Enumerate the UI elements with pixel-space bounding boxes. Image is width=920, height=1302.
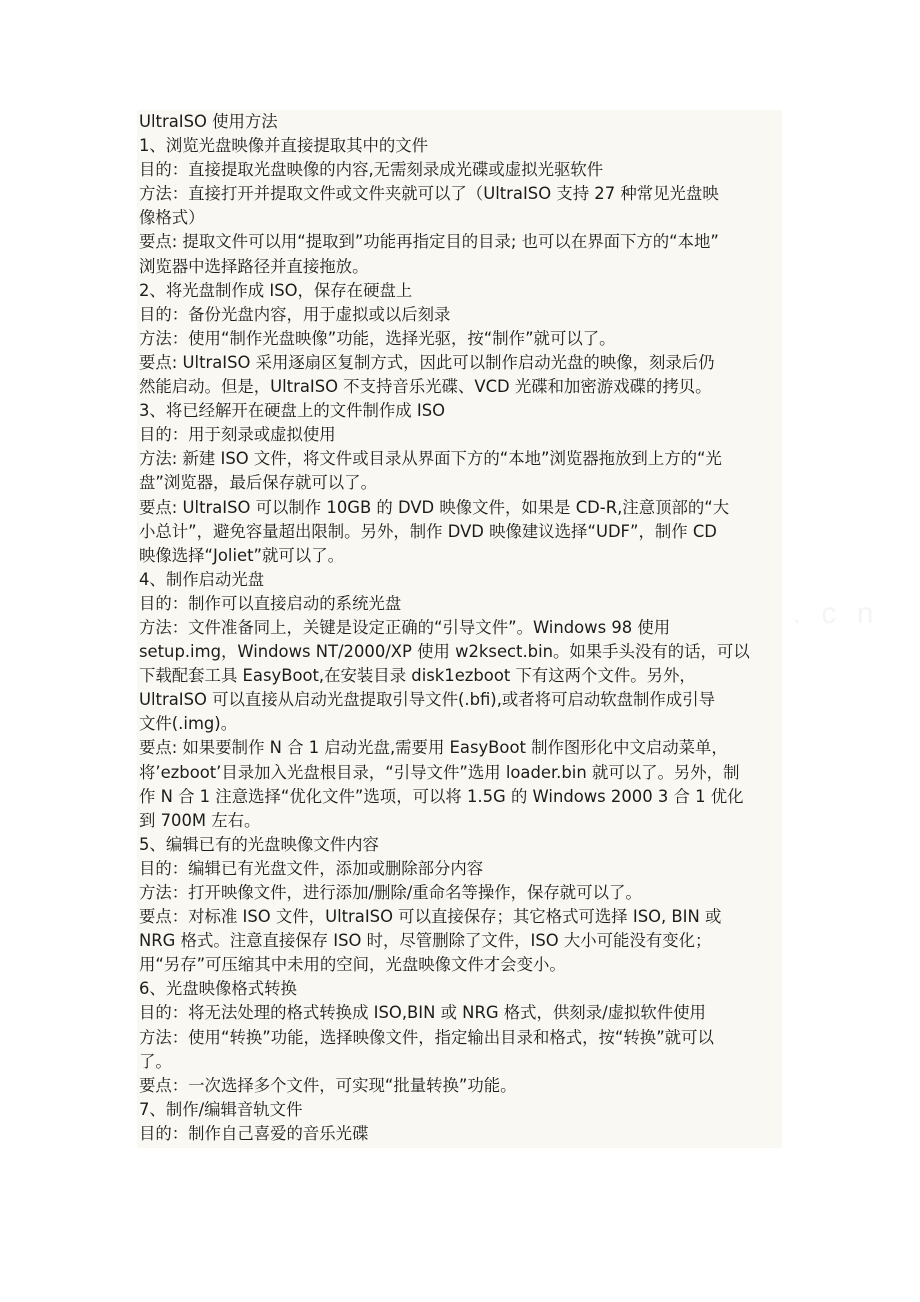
text-line: 方法: 新建 ISO 文件，将文件或目录从界面下方的“本地”浏览器拖放到上方的“光 — [139, 449, 722, 469]
text-line: 方法：文件准备同上，关键是设定正确的“引导文件”。Windows 98 使用 — [139, 617, 671, 637]
text-line: 浏览器中选择路径并直接拖放。 — [139, 256, 369, 276]
text-line: 方法：使用“转换”功能，选择映像文件，指定输出目录和格式，按“转换”就可以 — [139, 1027, 714, 1047]
text-line: NRG 格式。注意直接保存 ISO 时，尽管删除了文件，ISO 大小可能没有变化； — [139, 931, 712, 951]
text-line: 要点: UltraISO 采用逐扇区复制方式，因此可以制作启动光盘的映像，刻录后仍 — [139, 352, 715, 372]
text-line: 4、制作启动光盘 — [139, 569, 265, 589]
text-line: 盘”浏览器，最后保存就可以了。 — [139, 473, 377, 493]
text-line: 下载配套工具 EasyBoot,在安装目录 disk1ezboot 下有这两个文件。另外， — [139, 666, 696, 686]
text-line: 6、光盘映像格式转换 — [139, 979, 297, 999]
document-body — [137, 110, 782, 1148]
text-line: 用“另存”可压缩其中未用的空间，光盘映像文件才会变小。 — [139, 955, 566, 975]
text-line: 作 N 合 1 注意选择“优化文件”选项，可以将 1.5G 的 Windows 2000 3 合 1 优化 — [139, 786, 744, 806]
text-line: 要点: UltraISO 可以制作 10GB 的 DVD 映像文件，如果是 CD-R,注意顶部的“大 — [139, 497, 730, 517]
text-line: 目的：备份光盘内容，用于虚拟或以后刻录 — [139, 304, 451, 324]
text-line: 目的：编辑已有光盘文件，添加或删除部分内容 — [139, 858, 484, 878]
text-line: 要点：一次选择多个文件，可实现“批量转换”功能。 — [139, 1075, 517, 1095]
text-line: setup.img，Windows NT/2000/XP 使用 w2ksect.bin。如果手头没有的话，可以 — [139, 642, 750, 662]
text-line: 方法：使用“制作光盘映像”功能，选择光驱，按“制作”就可以了。 — [139, 328, 616, 348]
text-line: 目的：用于刻录或虚拟使用 — [139, 425, 336, 445]
text-line: UltraISO 可以直接从启动光盘提取引导文件(.bfi),或者将可启动软盘制作成引导 — [139, 690, 715, 710]
text-line: 方法：直接打开并提取文件或文件夹就可以了（UltraISO 支持 27 种常见光盘映 — [139, 184, 719, 204]
text-line: 像格式） — [139, 208, 205, 228]
text-line: 5、编辑已有的光盘映像文件内容 — [139, 834, 379, 854]
text-line: 然能启动。但是，UltraISO 不支持音乐光碟、VCD 光碟和加密游戏碟的拷贝。 — [139, 377, 712, 397]
text-line: 文件(.img)。 — [139, 714, 238, 734]
text-line: 要点: 提取文件可以用“提取到”功能再指定目的目录; 也可以在界面下方的“本地” — [139, 232, 719, 252]
text-line: 目的：将无法处理的格式转换成 ISO,BIN 或 NRG 格式，供刻录/虚拟软件使用 — [139, 1003, 706, 1023]
text-line: 将’ezboot’目录加入光盘根目录，“引导文件”选用 loader.bin 就可以了。另外，制 — [139, 762, 740, 782]
text-line: 2、将光盘制作成 ISO，保存在硬盘上 — [139, 280, 413, 300]
text-line: 小总计”，避免容量超出限制。另外，制作 DVD 映像建议选择“UDF”，制作 CD — [139, 521, 717, 541]
text-line: 7、制作/编辑音轨文件 — [139, 1099, 303, 1119]
text-line: 目的：制作自己喜爱的音乐光碟 — [139, 1123, 369, 1143]
text-line: 目的：制作可以直接启动的系统光盘 — [139, 593, 402, 613]
text-line: UltraISO 使用方法 — [139, 112, 278, 131]
text-line: 3、将已经解开在硬盘上的文件制作成 ISO — [139, 401, 446, 421]
text-line: 要点：对标准 ISO 文件，UltraISO 可以直接保存；其它格式可选择 ISO, BIN 或 — [139, 907, 722, 927]
text-line: 到 700M 左右。 — [139, 810, 261, 830]
text-line: 映像选择“Joliet”就可以了。 — [139, 545, 344, 565]
text-line: 目的：直接提取光盘映像的内容,无需刻录成光碟或虚拟光驱软件 — [139, 160, 604, 180]
text-line: 要点: 如果要制作 N 合 1 启动光盘,需要用 EasyBoot 制作图形化中文启动菜单， — [139, 738, 728, 758]
text-line: 1、浏览光盘映像并直接提取其中的文件 — [139, 136, 429, 156]
text-line: 方法：打开映像文件，进行添加/删除/重命名等操作，保存就可以了。 — [139, 883, 642, 902]
text-line: 了。 — [139, 1051, 172, 1071]
